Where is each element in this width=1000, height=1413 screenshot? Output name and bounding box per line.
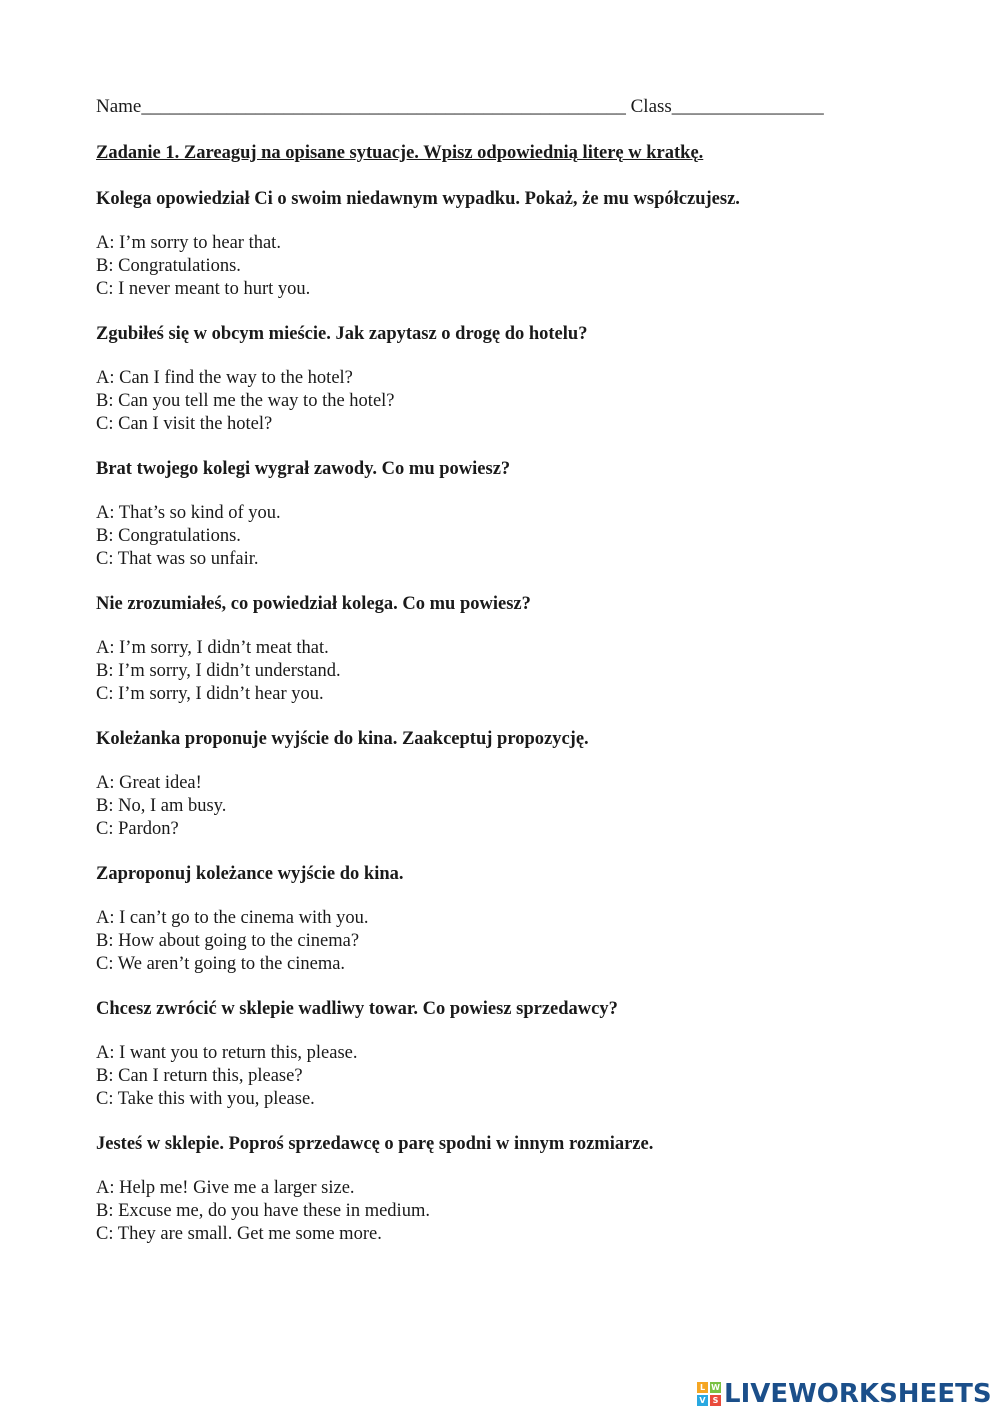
answer-option: A: I want you to return this, please. xyxy=(96,1043,358,1063)
question xyxy=(96,1131,916,1246)
question-prompt: Koleżanka proponuje wyjście do kina. Zaakceptuj propozycję. xyxy=(96,729,589,749)
answer-option: B: I’m sorry, I didn’t understand. xyxy=(96,661,341,681)
questions-list xyxy=(96,186,916,1246)
question xyxy=(96,861,916,976)
answer-option: C: Can I visit the hotel? xyxy=(96,414,273,434)
worksheet-page xyxy=(96,94,916,1246)
logo-block-icon: S xyxy=(710,1395,721,1406)
answer-option: B: Congratulations. xyxy=(96,256,241,276)
answer-option: C: That was so unfair. xyxy=(96,549,259,569)
answer-option: A: I’m sorry, I didn’t meat that. xyxy=(96,638,329,658)
answer-option: B: No, I am busy. xyxy=(96,796,227,816)
question-prompt: Zgubiłeś się w obcym mieście. Jak zapytasz o drogę do hotelu? xyxy=(96,324,588,344)
answer-option: A: I’m sorry to hear that. xyxy=(96,233,281,253)
logo-text: LIVEWORKSHEETS xyxy=(724,1379,992,1409)
question xyxy=(96,591,916,706)
logo-blocks-icon xyxy=(697,1382,721,1406)
question xyxy=(96,186,916,301)
question-prompt: Brat twojego kolegi wygrał zawody. Co mu powiesz? xyxy=(96,459,511,479)
answer-option: B: Congratulations. xyxy=(96,526,241,546)
question-prompt: Jesteś w sklepie. Poproś sprzedawcę o parę spodni w innym rozmiarze. xyxy=(96,1134,654,1154)
name-class-line: Name___________________________________________________ Class________________ xyxy=(96,96,824,117)
answer-option: B: Can you tell me the way to the hotel? xyxy=(96,391,395,411)
answer-option: C: Take this with you, please. xyxy=(96,1089,315,1109)
logo-block-icon: W xyxy=(711,1383,720,1392)
logo-block-icon: L xyxy=(697,1382,708,1393)
answer-option: A: Help me! Give me a larger size. xyxy=(96,1178,355,1198)
question-prompt: Zaproponuj koleżance wyjście do kina. xyxy=(96,864,404,884)
question-prompt: Nie zrozumiałeś, co powiedział kolega. Co mu powiesz? xyxy=(96,594,531,614)
answer-option: A: Great idea! xyxy=(96,773,202,793)
answer-option: C: They are small. Get me some more. xyxy=(96,1224,382,1244)
answer-option: B: How about going to the cinema? xyxy=(96,931,360,951)
logo-block-icon: V xyxy=(697,1395,708,1406)
question-prompt: Chcesz zwrócić w sklepie wadliwy towar. Co powiesz sprzedawcy? xyxy=(96,999,618,1019)
answer-option: C: I never meant to hurt you. xyxy=(96,279,311,299)
question xyxy=(96,996,916,1111)
question-prompt: Kolega opowiedział Ci o swoim niedawnym wypadku. Pokaż, że mu współczujesz. xyxy=(96,189,740,209)
question xyxy=(96,321,916,436)
liveworksheets-logo xyxy=(697,1378,992,1410)
answer-option: A: That’s so kind of you. xyxy=(96,503,281,523)
answer-option: C: Pardon? xyxy=(96,819,179,839)
task-title: Zadanie 1. Zareaguj na opisane sytuacje. Wpisz odpowiednią literę w kratkę. xyxy=(96,143,704,163)
question xyxy=(96,726,916,841)
answer-option: B: Can I return this, please? xyxy=(96,1066,303,1086)
answer-option: C: I’m sorry, I didn’t hear you. xyxy=(96,684,324,704)
answer-option: A: I can’t go to the cinema with you. xyxy=(96,908,369,928)
answer-option: A: Can I find the way to the hotel? xyxy=(96,368,353,388)
question xyxy=(96,456,916,571)
answer-option: B: Excuse me, do you have these in medium. xyxy=(96,1201,430,1221)
answer-option: C: We aren’t going to the cinema. xyxy=(96,954,346,974)
